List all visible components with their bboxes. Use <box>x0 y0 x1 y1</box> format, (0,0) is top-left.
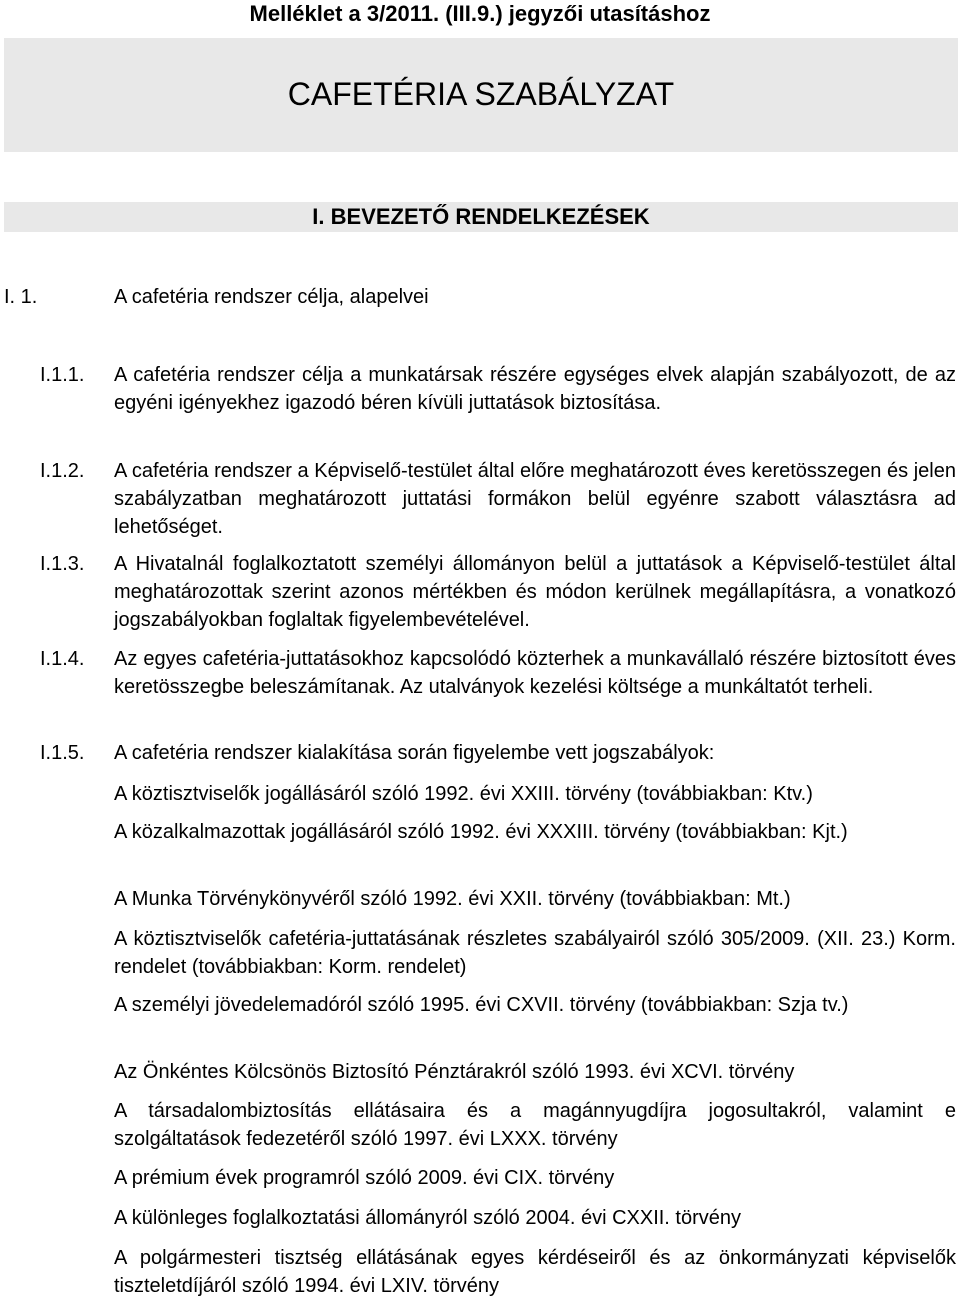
paragraph-number: I.1.1. <box>40 364 85 386</box>
law-item: A különleges foglalkoztatási állományról szóló 2004. évi CXXII. törvény <box>114 1207 742 1229</box>
subsection-heading <box>0 282 960 312</box>
paragraph-text: Az egyes cafetéria-juttatásokhoz kapcsolódó közterhek a munkavállaló részére biztosított éves keretösszegbe beleszámítanak. Az utalványok kezelési költsége a munkáltatót terheli. <box>114 648 956 698</box>
paragraph-text: A cafetéria rendszer kialakítása során figyelembe vett jogszabályok: <box>114 742 715 764</box>
law-item: A polgármesteri tisztség ellátásának egyes kérdéseiről és az önkormányzati képviselők tiszteletdíjáról szóló 1994. évi LXIV. törvény <box>114 1247 956 1297</box>
paragraph-number: I.1.4. <box>40 648 85 670</box>
paragraph-text: A cafetéria rendszer célja a munkatársak részére egységes elvek alapján szabályozott, de az egyéni igényekhez igazodó béren kívüli juttatások biztosítása. <box>114 364 956 414</box>
law-item: A társadalombiztosítás ellátásaira és a magánnyugdíjra jogosultakról, valamint e szolgáltatások fedezetéről szóló 1997. évi LXXX. törvény <box>114 1100 956 1150</box>
paragraph-number: I.1.2. <box>40 460 85 482</box>
title-box <box>4 38 958 152</box>
law-item: A Munka Törvénykönyvéről szóló 1992. évi XXII. törvény (továbbiakban: Mt.) <box>114 888 791 910</box>
law-item: Az Önkéntes Kölcsönös Biztosító Pénztárakról szóló 1993. évi XCVI. törvény <box>114 1061 795 1083</box>
annex-header: Melléklet a 3/2011. (III.9.) jegyzői utasításhoz <box>249 1 711 26</box>
law-item: A köztisztviselők jogállásáról szóló 1992. évi XXIII. törvény (továbbiakban: Ktv.) <box>114 783 813 805</box>
document-title: CAFETÉRIA SZABÁLYZAT <box>287 76 675 112</box>
paragraph-text: A Hivatalnál foglalkoztatott személyi állományon belül a juttatások a Képviselő-testület által meghatározottak szerint azonos mértékben és módon kerülnek megállapításra, a vonatkozó jogszabályokban foglaltak figyelembevételével. <box>114 553 956 631</box>
subsection-number: I. 1. <box>4 286 38 308</box>
paragraph-text: A cafetéria rendszer a Képviselő-testület által előre meghatározott éves keretösszegen és jelen szabályzatban meghatározott juttatási formákon belül egyénre szabott választásra ad lehetőséget. <box>114 460 956 538</box>
law-item: A köztisztviselők cafetéria-juttatásának részletes szabályairól szóló 305/2009. (XII. 23.) Korm. rendelet (továbbiakban: Korm. rendelet) <box>114 928 956 978</box>
subsection-title: A cafetéria rendszer célja, alapelvei <box>114 286 429 308</box>
section-heading-box <box>4 202 958 232</box>
paragraph-number: I.1.5. <box>40 742 85 764</box>
law-item: A közalkalmazottak jogállásáról szóló 1992. évi XXXIII. törvény (továbbiakban: Kjt.) <box>114 821 848 843</box>
section-title: I. BEVEZETŐ RENDELKEZÉSEK <box>312 204 650 229</box>
law-item: A személyi jövedelemadóról szóló 1995. évi CXVII. törvény (továbbiakban: Szja tv.) <box>114 994 849 1016</box>
law-item: A prémium évek programról szóló 2009. évi CIX. törvény <box>114 1167 615 1189</box>
paragraph-number: I.1.3. <box>40 553 85 575</box>
